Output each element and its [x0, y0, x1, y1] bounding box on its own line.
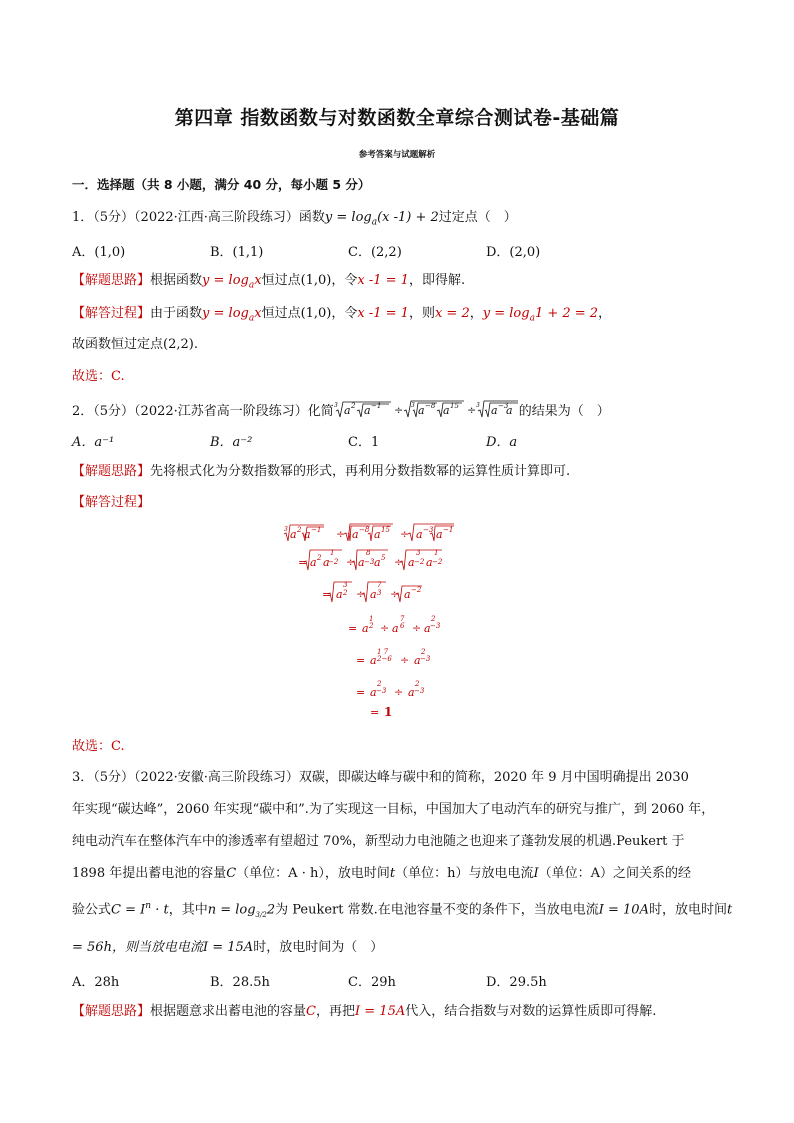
svg-text:6: 6 — [400, 622, 405, 630]
q1-stem-tail: 过定点（ ） — [438, 210, 517, 225]
svg-text:a: a — [417, 404, 425, 417]
q1-option-d: D．(2,0) — [486, 245, 541, 260]
q2-idea-text: 先将根式化为分数指数幂的形式，再利用分数指数幂的运算性质计算即可. — [150, 464, 571, 479]
q1-stem-text: 1．（5分）（2022·江西·高三阶段练习）函数 — [72, 210, 325, 225]
svg-text:=: = — [356, 654, 366, 667]
q3-line5-math1c: · t — [151, 902, 169, 918]
svg-text:a: a — [370, 686, 377, 699]
q1-proc-math2: x — [254, 306, 262, 321]
svg-text:a: a — [343, 404, 351, 417]
q2-option-a: A．a⁻¹ — [72, 435, 115, 450]
q2-option-b: B．a⁻² — [210, 435, 253, 450]
q3-line4 — [72, 865, 691, 883]
page-title: 第四章 指数函数与对数函数全章综合测试卷-基础篇 — [174, 107, 620, 129]
q1-stem-math: y = log — [324, 210, 372, 225]
svg-text:2: 2 — [369, 622, 374, 630]
q3-line2: 年实现“碳达峰”，2060 年实现“碳中和”.为了实现这一目标，中国加大了电动汽车的研究与推广，到 2060 年， — [72, 802, 715, 817]
svg-text:7: 7 — [377, 581, 382, 589]
q1-proc-text: 由于函数 — [150, 306, 203, 321]
q2-derivation — [260, 522, 540, 722]
svg-text:−3: −3 — [420, 655, 431, 663]
q3-line5-text: 验公式 — [72, 902, 112, 918]
q1-proc-text5: ， — [598, 306, 612, 321]
q1-idea-math3: x -1 = 1 — [357, 273, 409, 288]
q3-line3: 纯电动汽车在整体汽车中的渗透率有望超过 70%，新型动力电池随之也迎来了蓬勃发展的机遇.Peukert 于 — [72, 834, 685, 849]
q1-option-a: A．(1,0) — [72, 245, 126, 260]
q1-proc-sub2: a — [529, 313, 535, 324]
q3-line5-sub: 3/2 — [255, 910, 267, 919]
svg-text:3: 3 — [410, 402, 415, 409]
svg-text:a: a — [408, 686, 415, 699]
q1-proc-text3: ，则 — [408, 306, 435, 321]
svg-text:a: a — [408, 556, 415, 569]
svg-text:5: 5 — [381, 554, 386, 562]
svg-text:÷: ÷ — [390, 588, 400, 601]
q2-idea-tag: 【解题思路】 — [72, 464, 151, 479]
q1-idea-text: 根据函数 — [150, 273, 203, 288]
svg-text:−1: −1 — [311, 526, 322, 534]
svg-text:÷: ÷ — [356, 588, 366, 601]
q2-stem-text: 2．（5分）（2022·江苏省高一阶段练习）化简 — [72, 404, 334, 419]
q3-line5-text3: 为 Peukert 常数.在电池容量不变的条件下，当放电电流 — [275, 902, 599, 918]
q2-answer: 故选：C. — [72, 739, 125, 754]
q3-line4-text: 1898 年提出蓄电池的容量 — [72, 866, 227, 881]
svg-text:÷: ÷ — [346, 556, 356, 569]
q1-idea-text3: ，即得解. — [408, 273, 466, 288]
svg-text:3: 3 — [333, 402, 338, 409]
q1-stem-math2: (x -1) + 2 — [377, 210, 439, 225]
svg-text:1: 1 — [384, 705, 393, 719]
svg-text:a: a — [424, 622, 431, 635]
svg-text:−1: −1 — [443, 526, 454, 534]
q1-idea-math1: y = log — [202, 273, 249, 288]
svg-text:−3: −3 — [430, 622, 441, 630]
svg-text:−3: −3 — [423, 526, 434, 534]
q3-idea-tag: 【解题思路】 — [72, 1004, 151, 1019]
q1-idea-math2: x — [254, 273, 262, 288]
svg-text:a: a — [358, 556, 365, 569]
svg-text:÷: ÷ — [466, 404, 476, 417]
q2-stem — [72, 399, 610, 421]
q3-line5-math4: I = 10A — [598, 902, 649, 918]
svg-text:2: 2 — [343, 589, 348, 597]
q1-proc-sub: a — [248, 313, 255, 324]
svg-text:a: a — [505, 404, 513, 417]
q1-proc-math4: x = 2 — [434, 306, 470, 321]
svg-text:÷: ÷ — [394, 686, 404, 699]
svg-text:−8: −8 — [424, 402, 436, 410]
svg-text:a: a — [323, 556, 330, 569]
q1-stem-sub: a — [371, 217, 378, 228]
q3-line4-math3: I — [533, 866, 539, 881]
svg-text:a: a — [370, 588, 377, 601]
q3-line5-math5: t — [726, 902, 733, 918]
q2-idea — [72, 463, 570, 481]
svg-text:a: a — [426, 556, 433, 569]
svg-text:1: 1 — [434, 549, 439, 557]
q3-idea-text2: ，再把 — [315, 1004, 355, 1019]
q1-process — [72, 305, 611, 328]
q3-line5 — [72, 897, 732, 924]
q3-idea — [72, 1003, 656, 1021]
q1-proc-math3: x -1 = 1 — [357, 306, 409, 321]
svg-text:a: a — [490, 404, 498, 417]
svg-text:a: a — [374, 556, 381, 569]
svg-text:a: a — [362, 622, 369, 635]
q2-proc-tag: 【解答过程】 — [72, 495, 151, 510]
q1-proc-math5: y = log — [482, 306, 530, 321]
svg-text:−1: −1 — [370, 402, 382, 410]
q1-stem — [72, 209, 517, 232]
q3-line5-sup: n — [145, 901, 152, 911]
svg-text:a: a — [374, 528, 381, 541]
page-subtitle: 参考答案与试题解析 — [358, 150, 436, 160]
q3-line6-math1: I = 15A — [202, 940, 254, 955]
svg-text:−2: −2 — [328, 558, 339, 566]
svg-text:÷: ÷ — [400, 654, 410, 667]
svg-text:7: 7 — [400, 615, 405, 623]
svg-text:a: a — [336, 588, 343, 601]
svg-text:2: 2 — [415, 680, 420, 688]
q3-line5-math1: C = I — [111, 902, 146, 918]
q1-option-b: B．(1,1) — [210, 245, 264, 260]
q3-option-d: D．29.5h — [486, 975, 547, 990]
svg-text:−2: −2 — [432, 558, 443, 566]
svg-text:a: a — [363, 404, 371, 417]
svg-text:a: a — [310, 556, 317, 569]
q1-idea-text2: 恒过点(1,0)，令 — [261, 273, 358, 288]
q3-line4-math1: C — [226, 866, 237, 881]
svg-text:−3: −3 — [414, 687, 425, 695]
svg-text:−8: −8 — [359, 526, 370, 534]
svg-text:=: = — [370, 706, 380, 719]
q1-idea-tag: 【解题思路】 — [72, 273, 151, 288]
svg-text:−2: −2 — [414, 558, 425, 566]
svg-text:−2: −2 — [411, 586, 422, 594]
q1-option-c: C．(2,2) — [348, 245, 402, 260]
svg-text:1: 1 — [330, 549, 335, 557]
q3-option-a: A．28h — [72, 975, 120, 990]
q3-line6 — [72, 939, 383, 957]
svg-text:−3: −3 — [376, 687, 387, 695]
q3-option-b: B．28.5h — [210, 975, 270, 990]
q2-stem-tail: 的结果为（ ） — [518, 404, 610, 419]
q1-proc-text2: 恒过点(1,0)，令 — [261, 306, 358, 321]
svg-text:2: 2 — [297, 526, 302, 534]
svg-text:2−6: 2−6 — [377, 655, 392, 663]
svg-text:÷: ÷ — [393, 404, 403, 417]
svg-text:=: = — [322, 588, 332, 601]
svg-text:15: 15 — [381, 526, 390, 534]
svg-text:2: 2 — [350, 402, 356, 410]
q3-line6-text2: 时，放电时间为（ ） — [253, 940, 384, 955]
q3-line5-math2: n = log — [207, 902, 256, 918]
q1-proc-line2: 故函数恒过定点(2,2). — [72, 337, 198, 352]
section-heading: 一．选择题（共 8 小题，满分 40 分，每小题 5 分） — [72, 177, 371, 192]
q2-option-d: D．a — [486, 435, 518, 450]
q1-proc-math1: y = log — [202, 306, 249, 321]
svg-text:3: 3 — [343, 581, 348, 589]
svg-text:a: a — [290, 528, 297, 541]
q3-line5-math3: 2 — [266, 902, 276, 918]
svg-text:a: a — [416, 528, 423, 541]
svg-text:a: a — [370, 654, 377, 667]
svg-text:a: a — [392, 622, 399, 635]
svg-text:8: 8 — [366, 549, 371, 557]
q3-line4-text2: （单位：A · h），放电时间 — [236, 866, 390, 881]
svg-text:a: a — [304, 528, 311, 541]
svg-text:÷: ÷ — [380, 622, 390, 635]
q3-idea-text: 根据题意求出蓄电池的容量 — [150, 1004, 307, 1019]
q3-line5-text2: ，其中 — [168, 902, 208, 918]
svg-text:÷: ÷ — [336, 528, 346, 541]
q3-line5-text4: 时，放电时间 — [648, 902, 727, 918]
svg-text:1: 1 — [369, 615, 374, 623]
svg-text:2: 2 — [317, 554, 322, 562]
svg-text:2: 2 — [377, 680, 382, 688]
svg-text:15: 15 — [449, 402, 459, 410]
svg-text:a: a — [352, 528, 359, 541]
svg-text:1 7: 1 7 — [377, 648, 389, 656]
q3-idea-math2: I = 15A — [355, 1004, 406, 1019]
q3-option-c: C．29h — [348, 975, 396, 990]
svg-text:a: a — [404, 588, 411, 601]
svg-text:a: a — [436, 528, 443, 541]
svg-text:3: 3 — [377, 589, 382, 597]
q1-proc-tag: 【解答过程】 — [72, 306, 151, 321]
q3-line4-text3: （单位：h）与放电电流 — [395, 866, 534, 881]
svg-text:=: = — [356, 686, 366, 699]
svg-text:a: a — [414, 654, 421, 667]
q1-idea-sub: a — [248, 280, 255, 291]
q3-idea-text3: 代入，结合指数与对数的运算性质即可得解. — [405, 1004, 657, 1019]
q2-option-c: C．1 — [348, 435, 380, 450]
svg-text:−3: −3 — [497, 402, 509, 410]
svg-text:3: 3 — [416, 549, 421, 557]
svg-text:3: 3 — [475, 402, 480, 409]
q3-line4-math2: t — [389, 866, 396, 881]
svg-text:=: = — [348, 622, 358, 635]
svg-text:2: 2 — [431, 615, 436, 623]
q2-radical-expression — [334, 399, 519, 419]
svg-text:÷: ÷ — [394, 556, 404, 569]
svg-text:a: a — [442, 404, 450, 417]
svg-text:÷: ÷ — [412, 622, 422, 635]
q1-proc-text4: ， — [469, 306, 483, 321]
q3-line6-text: = 56h，则当放电电流 — [72, 940, 203, 955]
q3-line4-text4: （单位：A）之间关系的经 — [538, 866, 691, 881]
svg-text:−3: −3 — [364, 558, 375, 566]
q1-answer: 故选：C. — [72, 369, 125, 384]
svg-text:÷: ÷ — [400, 528, 410, 541]
q1-proc-math6: 1 + 2 = 2 — [534, 306, 599, 321]
svg-text:3: 3 — [284, 526, 288, 533]
q1-idea — [72, 272, 465, 295]
q3-idea-math1: C — [306, 1004, 316, 1019]
q3-line1: 3．（5分）（2022·安徽·高三阶段练习）双碳，即碳达峰与碳中和的简称，2020 年 9 月中国明确提出 2030 — [72, 770, 689, 785]
svg-text:2: 2 — [421, 648, 426, 656]
svg-text:=: = — [298, 556, 308, 569]
